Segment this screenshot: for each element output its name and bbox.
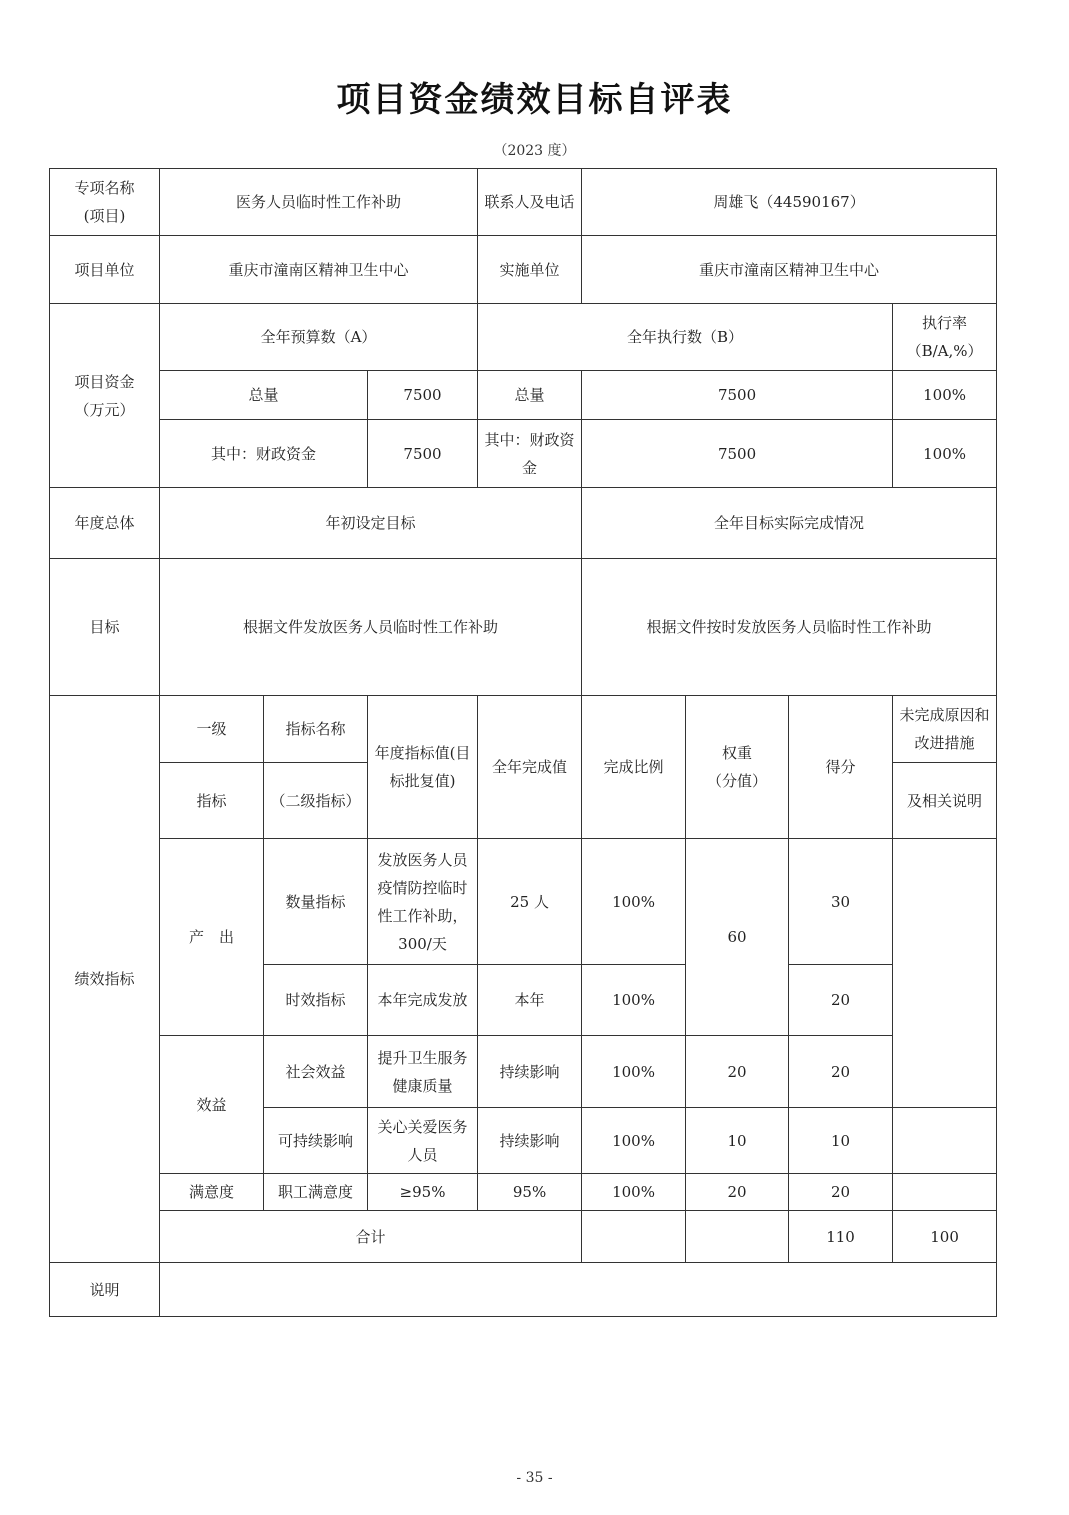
table-row (50, 1036, 997, 1108)
project-name: 医务人员临时性工作补助 (160, 169, 478, 236)
budget-label: 全年预算数（A） (160, 304, 478, 371)
indicator-weight: 10 (686, 1108, 789, 1174)
indicator-weight: 20 (686, 1174, 789, 1211)
table-row (50, 488, 997, 559)
indicator-name: 可持续影响 (264, 1108, 368, 1174)
total-label: 总量 (160, 371, 368, 420)
table-row (50, 839, 997, 965)
contact-label: 联系人及电话 (478, 169, 582, 236)
indicator-score: 20 (789, 1174, 893, 1211)
indicator-score: 10 (789, 1108, 893, 1174)
benefit-label: 效益 (160, 1036, 264, 1174)
table-row (50, 1263, 997, 1317)
fiscal-exec: 7500 (582, 420, 893, 488)
table-row (50, 1174, 997, 1211)
fiscal-exec-label: 其中：财政资金 (478, 420, 582, 488)
table-row (50, 696, 997, 763)
table-row (50, 420, 997, 488)
total-rate: 100% (893, 371, 997, 420)
indicator-ratio: 100% (582, 965, 686, 1036)
head-weight: 权重 （分值） (686, 696, 789, 839)
indicator-value: 提升卫生服务健康质量 (368, 1036, 478, 1108)
note-label: 说明 (50, 1263, 160, 1317)
output-weight: 60 (686, 839, 789, 1036)
table-row (50, 304, 997, 371)
project-name-label: 专项名称 (项目) (50, 169, 160, 236)
total-done (582, 1211, 686, 1263)
head-value: 年度指标值(目标批复值) (368, 696, 478, 839)
indicator-value: 发放医务人员疫情防控临时性工作补助，300/天 (368, 839, 478, 965)
contact: 周雄飞（44590167） (582, 169, 997, 236)
table-row (50, 169, 997, 236)
set-goal-text: 根据文件发放医务人员临时性工作补助 (160, 559, 582, 696)
annual-label: 年度总体 (50, 488, 160, 559)
indicator-name: 职工满意度 (264, 1174, 368, 1211)
target-label: 目标 (50, 559, 160, 696)
reason-cell (893, 1174, 997, 1211)
table-row (50, 371, 997, 420)
indicator-ratio: 100% (582, 1108, 686, 1174)
impl-label: 实施单位 (478, 236, 582, 304)
impl: 重庆市潼南区精神卫生中心 (582, 236, 997, 304)
set-goal-label: 年初设定目标 (160, 488, 582, 559)
indicator-value: ≥95% (368, 1174, 478, 1211)
fiscal-label: 其中：财政资金 (160, 420, 368, 488)
reason-cell (893, 1108, 997, 1174)
unit-label: 项目单位 (50, 236, 160, 304)
head-l1-b: 指标 (160, 763, 264, 839)
indicator-done: 25 人 (478, 839, 582, 965)
total-weight: 110 (789, 1211, 893, 1263)
indicator-value: 本年完成发放 (368, 965, 478, 1036)
indicator-score: 20 (789, 965, 893, 1036)
total-exec-label: 总量 (478, 371, 582, 420)
head-reason: 未完成原因和改进措施 (893, 696, 997, 763)
funds-label: 项目资金 （万元） (50, 304, 160, 488)
indicator-weight: 20 (686, 1036, 789, 1108)
fiscal-budget: 7500 (368, 420, 478, 488)
head-l1-a: 一级 (160, 696, 264, 763)
indicator-ratio: 100% (582, 1036, 686, 1108)
actual-goal-label: 全年目标实际完成情况 (582, 488, 997, 559)
total-exec: 7500 (582, 371, 893, 420)
head-l2-a: 指标名称 (264, 696, 368, 763)
note-content (160, 1263, 997, 1317)
indicator-ratio: 100% (582, 1174, 686, 1211)
exec-label: 全年执行数（B） (478, 304, 893, 371)
head-done: 全年完成值 (478, 696, 582, 839)
total-budget: 7500 (368, 371, 478, 420)
head-l2-b: （二级指标） (264, 763, 368, 839)
indicator-score: 30 (789, 839, 893, 965)
evaluation-table (49, 168, 997, 1317)
indicator-done: 持续影响 (478, 1036, 582, 1108)
head-score: 得分 (789, 696, 893, 839)
table-row (50, 559, 997, 696)
indicator-name: 时效指标 (264, 965, 368, 1036)
indicators-label: 绩效指标 (50, 696, 160, 1263)
total-score: 100 (893, 1211, 997, 1263)
indicator-l1: 满意度 (160, 1174, 264, 1211)
reason-cell (893, 839, 997, 1108)
total-ratio (686, 1211, 789, 1263)
indicator-done: 持续影响 (478, 1108, 582, 1174)
head-reason-b: 及相关说明 (893, 763, 997, 839)
indicator-score: 20 (789, 1036, 893, 1108)
fiscal-rate: 100% (893, 420, 997, 488)
indicator-name: 数量指标 (264, 839, 368, 965)
indicator-value: 关心关爱医务人员 (368, 1108, 478, 1174)
head-ratio: 完成比例 (582, 696, 686, 839)
output-label: 产 出 (160, 839, 264, 1036)
table-row (50, 1211, 997, 1263)
table-row (50, 236, 997, 304)
rate-label: 执行率 （B/A,%） (893, 304, 997, 371)
indicator-done: 95% (478, 1174, 582, 1211)
indicator-done: 本年 (478, 965, 582, 1036)
unit: 重庆市潼南区精神卫生中心 (160, 236, 478, 304)
page-number: - 35 - (516, 1470, 553, 1486)
year-label: （2023 度） (493, 143, 576, 159)
total-label: 合计 (160, 1211, 582, 1263)
page-title: 项目资金绩效目标自评表 (336, 80, 733, 120)
actual-goal-text: 根据文件按时发放医务人员临时性工作补助 (582, 559, 997, 696)
indicator-ratio: 100% (582, 839, 686, 965)
indicator-name: 社会效益 (264, 1036, 368, 1108)
